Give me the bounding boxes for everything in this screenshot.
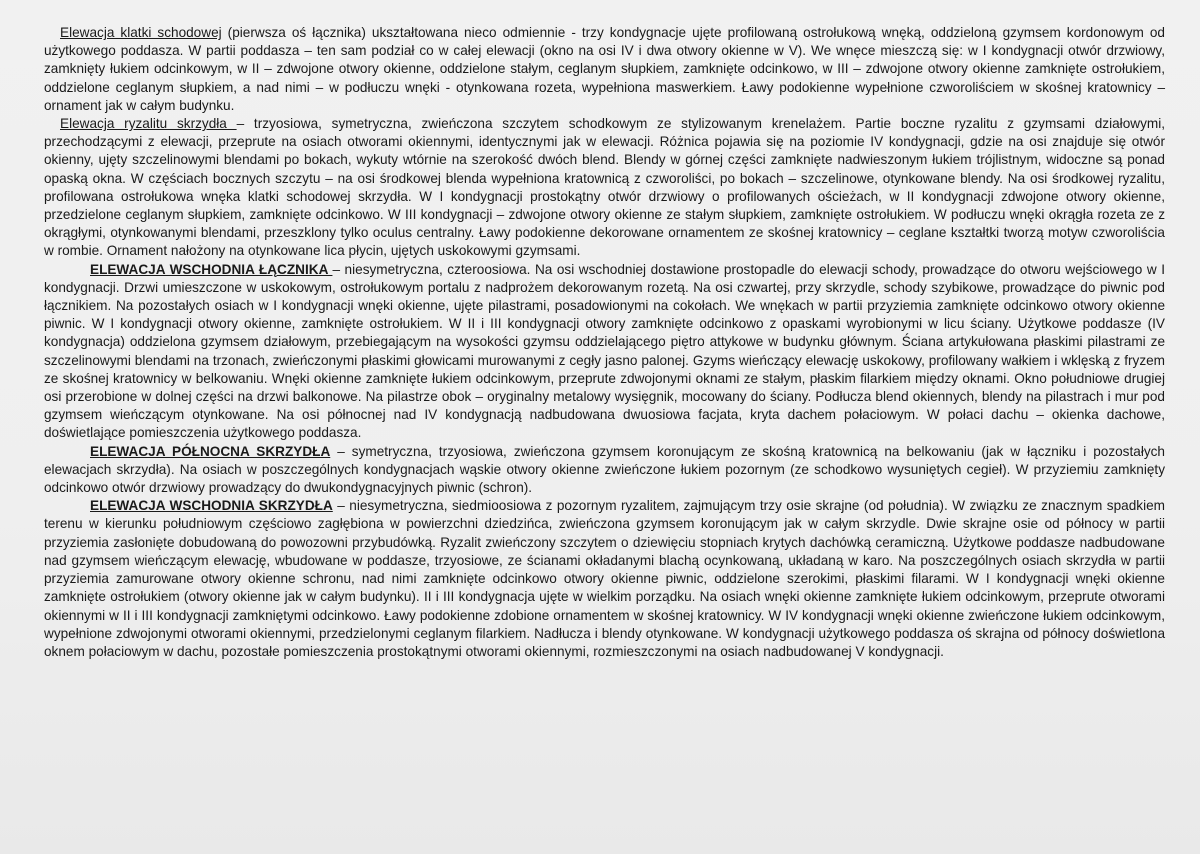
paragraph-lead: Elewacja ryzalitu skrzydła — [60, 116, 237, 132]
paragraph-east-wing-elevation — [44, 497, 1165, 661]
section-heading: ELEWACJA WSCHODNIA SKRZYDŁA — [90, 498, 333, 514]
section-heading: ELEWACJA PÓŁNOCNA SKRZYDŁA — [90, 443, 331, 459]
paragraph-wing-risalit-elevation — [44, 115, 1165, 261]
paragraph-staircase-elevation — [44, 24, 1165, 115]
document-text — [44, 24, 1165, 661]
paragraph-body: – niesymetryczna, czteroosiowa. Na osi wschodniej dostawione prostopadle do elewacji schody, prowadzące do otworu wejściowego w I kondygnacji. Drzwi umieszczone w uskokowym, ostrołukowym portalu z nadprożem dekorowanym rozetą. Na osi czwartej, przy skrzydle, schody szybikowe, prowadzące do piwnic pod łącznikiem. Na pozostałych osiach w I kondygnacji wnęki okienne, ujęte pilastrami, posadowionymi na cokołach. We wnękach w partii przyziemia zamknięte odcinkowo otwory okienne piwnic. W I kondygnacji otwory okienne, zamknięte ostrołukiem. W II i III kondygnacji otwory zamknięte odcinkowo z opaskami wyrobionymi w licu ściany. Użytkowe poddasze (IV kondygnacja) oddzielona gzymsem działowym, przebiegającym na wysokości gzymsu oddzielającego piętro attykowe w budynku głównym. Ściana artykułowana płaskimi pilastrami ze szczelinowymi blendami na trzonach, zwieńczonymi płaskimi głowicami murowanymi z cegły jasno palonej. Gzyms wieńczący elewację uskokowy, profilowany wałkiem i wklęską z fryzem ze skośnej kratownicy w belkowaniu. Wnęki okienne zamknięte łukiem odcinkowym, przeprute zdwojonymi oknami ze stałym, płaskim filarkiem między oknami. Okno południowe drugiej osi przerobione w dolnej części na drzwi balkonowe. Na pilastrze obok – oryginalny metalowy wysięgnik, mocowany do ściany. Podłucza blend okiennych, blendy na pilastrach i mur pod gzymsem wieńczącym otynkowane. Na osi północnej nad IV kondygnacją nadbudowana dwuosiowa facjata, kryta dachem połaciowym. W połaci dachu – okienka dachowe, doświetlające pomieszczenia użytkowego poddasza. — [44, 261, 1166, 441]
paragraph-body: – trzyosiowa, symetryczna, zwieńczona szczytem schodkowym ze stylizowanym krenelażem. Partie boczne ryzalitu z gzymsami działowymi, przechodzącymi z elewacji, przeprute na osiach otworami okiennymi, identycznymi jak w elewacji. Różnica pojawia się na poziomie IV kondygnacji, gdzie na osi znajduje się otwór okienny, ujęty szczelinowymi blendami po bokach, wykuty wtórnie na szerokość dwóch blend. Blendy w górnej części zamknięte nadwieszonym łukiem trójlistnym, widoczne są ponad opaską okna. W częściach bocznych szczytu – na osi środkowej blenda wypełniona kratownicą z czworoliści, po bokach – szczelinowe, otynkowane blendy. Na osi środkowej ryzalitu, profilowana ostrołukowa wnęka klatki schodowej skrzydła. W I kondygnacji prostokątny otwór drzwiowy o profilowanych ościeżach, w II kondygnacji zdwojone otwory okienne, przedzielone ceglanym słupkiem, zamknięte odcinkowo. W III kondygnacji – zdwojone otwory okienne ze stałym słupkiem, zamknięte ostrołukiem. W podłuczu wnęki okrągła rozeta ze z okrągłymi, otynkowanymi blendami, przeszklony tylko oculus centralny. Ławy podokienne dekorowane ornamentem ze skośnej kratownicy – ceglane kształtki tworzą motyw czworoliścia w rombie. Ornament nałożony na otynkowane lica płycin, ujętych uskokowymi gzymsami. — [44, 116, 1165, 259]
paragraph-body: – niesymetryczna, siedmioosiowa z pozornym ryzalitem, zajmującym trzy osie skrajne (od południa). W związku ze znacznym spadkiem terenu w kierunku południowym częściowo zagłębiona w powierzchni dziedzińca, zwieńczona gzymsem koronującym jak w całym skrzydle. Dwie skrajne osie od północy w partii przyziemia zasłonięte dobudowaną do powozowni przybudówką. Ryzalit zwieńczony szczytem o dziewięciu stopniach krytych dachówką ceramiczną. Użytkowe poddasze nadbudowane nad gzymsem wieńczącym elewację, wbudowane w poddasze, trzyosiowe, ze ścianami okładanymi blachą ocynkowaną, układaną w karo. Na poszczególnych osiach skrzydła w partii przyziemia zamurowane otwory okienne schronu, nad nimi zamknięte odcinkowo otwory okienne piwnic, oddzielone szerokimi, płaskimi filarami. W I kondygnacji wnęki okienne zamknięte ostrołukiem (otwory okienne jak w całym budynku). II i III kondygnacja ujęte w wielkim porządku. Na osiach wnęki okienne zamknięte łukiem odcinkowym, przeprute otworami okiennymi w II i III kondygnacji zamkniętymi odcinkowo. Ławy podokienne zdobione ornamentem w skośnej kratownicy. W IV kondygnacji wnęki okienne zwieńczone łukiem odcinkowym, wypełnione zdwojonymi otworami okiennymi, przedzielonymi ceglanym filarkiem. Nadłucza i blendy otynkowane. W kondygnacji użytkowego poddasza oś skrajna od północy doświetlona oknem połaciowym w dachu, pozostałe pomieszczenia prostokątnymi otworami okiennymi, rozmieszczonymi na osiach nadbudowanej V kondygnacji. — [44, 498, 1165, 659]
section-heading: ELEWACJA WSCHODNIA ŁĄCZNIKA — [90, 261, 333, 277]
paragraph-lead: Elewacja klatki schodowej — [60, 25, 222, 40]
paragraph-body: – symetryczna, trzyosiowa, zwieńczona gzymsem koronującym ze skośną kratownicą na belkowaniu (jak w łączniku i pozostałych elewacjach skrzydła). Na osiach w poszczególnych kondygnacjach wąskie otwory okienne zwieńczone łukiem pozornym (ze schodkowo wysuniętych cegieł). W przyziemiu zamknięty odcinkowo otwór drzwiowy prowadzący do dwukondygnacyjnych piwnic (schron). — [44, 443, 1165, 496]
paragraph-body: (pierwsza oś łącznika) ukształtowana nieco odmiennie - trzy kondygnacje ujęte profilowaną ostrołukową wnęką, oddzieloną gzymsem kordonowym od użytkowego poddasza. W partii poddasza – ten sam podział co w całej elewacji (okno na osi IV i dwa otwory okienne w V). We wnęce mieszczą się: w I kondygnacji otwór drzwiowy, zamknięty łukiem odcinkowym, w II – zdwojone otwory okienne, oddzielone stałym, ceglanym słupkiem, zamknięte odcinkowo, w III – zdwojone otwory okienne zamknięte ostrołukiem, oddzielone ceglanym słupkiem, a nad nimi – w podłuczu wnęki - otynkowana rozeta, wypełniona maswerkiem. Ławy podokienne wypełnione czworoliściem w skośnej kratownicy – ornament jak w całym budynku. — [44, 25, 1165, 113]
paragraph-east-connector-elevation — [44, 261, 1165, 443]
paragraph-north-wing-elevation — [44, 443, 1165, 498]
